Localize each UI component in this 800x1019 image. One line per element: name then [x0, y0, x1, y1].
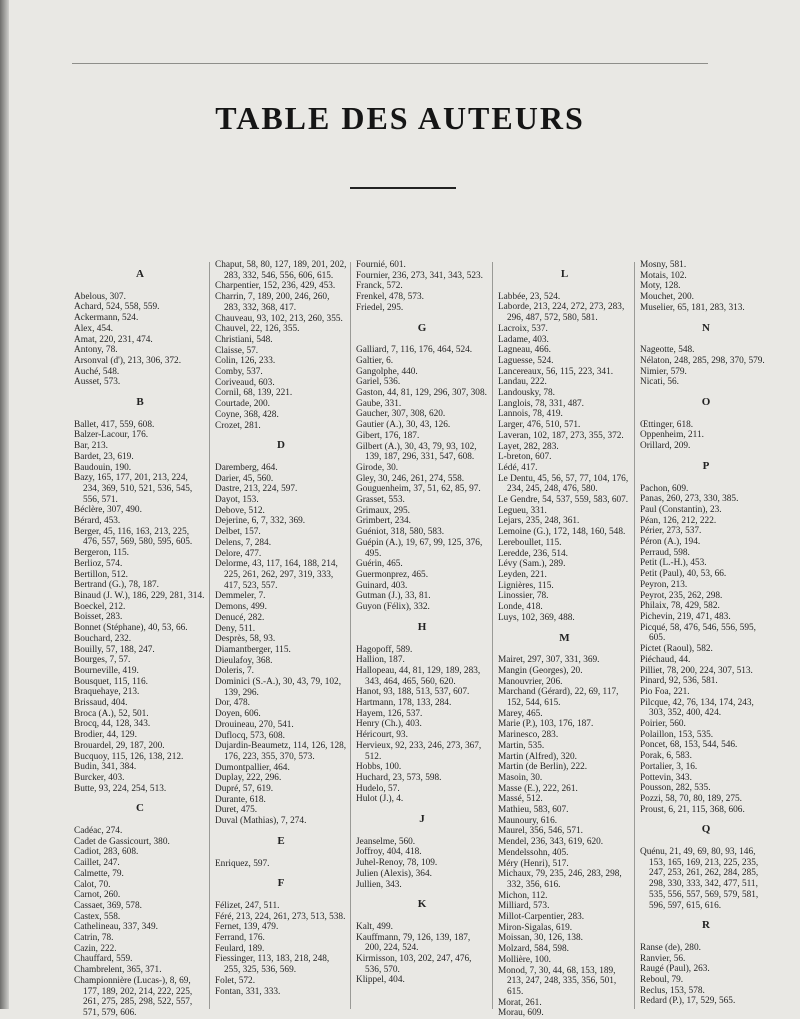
author-entry: Cadéac, 274.	[74, 826, 123, 837]
author-entry: Guyon (Félix), 332.	[356, 602, 430, 613]
author-entry: Denucé, 282.	[215, 612, 265, 623]
author-entry: Pozzi, 58, 70, 80, 189, 275.	[640, 793, 743, 804]
author-entry: Hallopeau, 44, 81, 129, 189, 283, 343, 464, 465, 560, 620.	[356, 665, 481, 687]
author-entry: Pinard, 92, 536, 581.	[640, 676, 718, 687]
author-entry: Caillet, 247.	[74, 858, 120, 869]
author-entry: Deny, 511.	[215, 623, 256, 634]
author-entry: Dumontpallier, 464.	[215, 762, 290, 773]
author-entry: Girode, 30.	[356, 462, 399, 473]
author-entry: Bouilly, 57, 188, 247.	[74, 644, 155, 655]
author-entry: Philaix, 78, 429, 582.	[640, 601, 720, 612]
author-entry: Marinesco, 283.	[498, 730, 559, 741]
author-entry: Bourges, 7, 57.	[74, 655, 131, 666]
author-entry: Massé, 512.	[498, 794, 543, 805]
index-column-2	[215, 260, 347, 1009]
title-rule	[350, 187, 456, 189]
author-entry: Cadet de Gassicourt, 380.	[74, 836, 170, 847]
author-entry: Chauffard, 559.	[74, 954, 133, 965]
index-column-5	[640, 260, 772, 1009]
author-entry: Delbet, 157.	[215, 527, 261, 538]
author-entry: Porak, 6, 583.	[640, 751, 692, 762]
author-entry: Gaucher, 307, 308, 620.	[356, 409, 446, 420]
author-entry: Calmette, 79.	[74, 868, 124, 879]
author-entry: Masse (E.), 222, 261.	[498, 783, 578, 794]
author-entry: Mosny, 581.	[640, 260, 687, 270]
author-entry: Michaux, 79, 235, 246, 283, 298, 332, 356, 616.	[498, 869, 622, 890]
author-entry: Duret, 475.	[215, 805, 258, 816]
header-rule	[72, 63, 708, 64]
author-entry: Ladame, 403.	[498, 334, 549, 345]
section-letter: L	[560, 268, 569, 280]
author-entry: Laborde, 213, 224, 272, 273, 283, 296, 487, 572, 580, 581.	[498, 302, 625, 324]
author-entry: Linossier, 78.	[498, 591, 549, 602]
author-entry: Brouardel, 29, 187, 200.	[74, 740, 165, 751]
author-entry: Perraud, 598.	[640, 547, 690, 558]
author-entry: Kauffmann, 79, 126, 139, 187, 200, 224, 524.	[356, 932, 471, 954]
author-entry: Motais, 102.	[640, 270, 687, 281]
author-entry: Klippel, 404.	[356, 975, 405, 986]
author-entry: Marchand (Gérard), 22, 69, 117, 152, 544, 615.	[498, 687, 619, 709]
author-entry: Ranse (de), 280.	[640, 942, 701, 953]
author-entry: Cathelineau, 337, 349.	[74, 922, 158, 933]
author-entry: Kalt, 499.	[356, 921, 393, 932]
section-letter: F	[277, 877, 285, 890]
author-entry: Raugé (Paul), 263.	[640, 964, 710, 975]
author-entry: Mangin (Georges), 20.	[498, 665, 583, 676]
author-entry: Mendel, 236, 343, 619, 620.	[498, 837, 604, 848]
author-entry: Piéchaud, 44.	[640, 654, 691, 665]
author-entry: Antony, 78.	[74, 345, 118, 356]
index-column-4	[498, 260, 631, 1019]
author-entry: Ranvier, 56.	[640, 953, 686, 964]
index-column-1	[74, 260, 206, 1018]
author-entry: Comby, 537.	[215, 367, 263, 378]
author-entry: Morau, 609.	[498, 1008, 544, 1019]
section-letter: C	[136, 802, 144, 815]
author-entry: Grimbert, 234.	[356, 516, 411, 527]
author-entry: Le Dentu, 45, 56, 57, 77, 104, 176, 234, 245, 248, 476, 580.	[498, 473, 629, 495]
author-entry: Pio Foa, 221.	[640, 686, 690, 697]
author-entry: Huchard, 23, 573, 598.	[356, 772, 442, 783]
author-entry: L-breton, 607.	[498, 452, 552, 463]
author-entry: Maunoury, 616.	[498, 815, 558, 826]
author-entry: Hudelo, 57.	[356, 783, 400, 794]
author-entry: Lejars, 235, 248, 361.	[498, 516, 580, 527]
author-entry: Durante, 618.	[215, 794, 266, 805]
author-entry: Œttinger, 618.	[640, 419, 694, 430]
author-entry: Pousson, 282, 535.	[640, 783, 711, 794]
author-entry: Masoin, 30.	[498, 772, 543, 783]
author-entry: Mollière, 100.	[498, 954, 551, 965]
author-entry: Dayot, 153.	[215, 495, 259, 506]
author-entry: Castex, 558.	[74, 911, 121, 922]
author-entry: Chauvel, 22, 126, 355.	[215, 324, 300, 335]
author-entry: Fournié, 601.	[356, 260, 406, 270]
author-entry: Diamantberger, 115.	[215, 644, 291, 655]
author-entry: Julien (Alexis), 364.	[356, 868, 432, 879]
author-entry: Hartmann, 178, 133, 284.	[356, 698, 452, 709]
author-entry: Hagopoff, 589.	[356, 644, 413, 655]
section-letter: D	[277, 439, 285, 452]
author-entry: Grimaux, 295.	[356, 505, 410, 516]
author-entry: Binaud (J. W.), 186, 229, 281, 314.	[74, 590, 205, 601]
author-entry: Lagneau, 466.	[498, 345, 551, 356]
author-entry: Coyne, 368, 428.	[215, 409, 279, 420]
author-entry: Pichevin, 219, 471, 483.	[640, 611, 731, 622]
author-entry: Poncet, 68, 153, 544, 546.	[640, 740, 738, 751]
author-entry: Guérin, 465.	[356, 559, 403, 570]
author-entry: Gutman (J.), 33, 81.	[356, 591, 431, 602]
author-entry: Galtier, 6.	[356, 355, 394, 366]
author-entry: Brocq, 44, 128, 343.	[74, 719, 151, 730]
author-entry: Delorme, 43, 117, 164, 188, 214, 225, 261, 262, 297, 319, 333, 417, 523, 557.	[215, 559, 338, 591]
author-entry: Juhel-Renoy, 78, 109.	[356, 858, 438, 869]
author-entry: Moty, 128.	[640, 281, 681, 292]
author-entry: Butte, 93, 224, 254, 513.	[74, 783, 167, 794]
author-entry: Périer, 273, 537.	[640, 526, 702, 537]
author-entry: Championnière (Lucas-), 8, 69, 177, 189, 202, 214, 222, 225, 261, 275, 285, 298, 522, 557, 571, 579, 606.	[74, 975, 193, 1018]
author-entry: Dastre, 213, 224, 597.	[215, 484, 298, 495]
author-entry: Lannois, 78, 419.	[498, 409, 563, 420]
author-entry: Orillard, 209.	[640, 441, 691, 452]
author-entry: Folet, 572.	[215, 975, 256, 986]
author-entry: Catrin, 78.	[74, 933, 114, 944]
author-entry: Legueu, 331.	[498, 505, 547, 516]
author-entry: Bazy, 165, 177, 201, 213, 224, 234, 369, 510, 521, 536, 545, 556, 571.	[74, 473, 193, 505]
author-entry: Christiani, 548.	[215, 334, 273, 345]
author-entry: Auché, 548.	[74, 366, 120, 377]
author-entry: Crozet, 281.	[215, 420, 261, 431]
author-entry: Duplay, 222, 296.	[215, 773, 282, 784]
author-entry: Desprès, 58, 93.	[215, 634, 276, 645]
author-entry: Ackermann, 524.	[74, 313, 139, 324]
author-entry: Bar, 213.	[74, 441, 108, 452]
section-letter: G	[417, 321, 427, 334]
author-entry: Frenkel, 478, 573.	[356, 292, 424, 303]
author-entry: Leyden, 221.	[498, 569, 547, 580]
author-entry: Jullien, 343.	[356, 879, 402, 890]
section-letter: Q	[701, 823, 711, 836]
section-letter: R	[702, 919, 710, 932]
author-entry: Hulot (J.), 4.	[356, 794, 404, 805]
section-letter: P	[702, 459, 710, 472]
index-column-3	[356, 260, 488, 1009]
author-entry: Petit (Paul), 40, 53, 66.	[640, 569, 727, 580]
author-entry: Guéniot, 318, 580, 583.	[356, 527, 445, 538]
author-entry: Picqué, 58, 476, 546, 556, 595, 605.	[640, 622, 756, 644]
author-entry: Bousquet, 115, 116.	[74, 676, 148, 687]
author-entry: Félizet, 247, 511.	[215, 900, 280, 911]
author-entry: Gley, 30, 246, 261, 274, 558.	[356, 473, 465, 484]
author-entry: Maurel, 356, 546, 571.	[498, 826, 583, 837]
author-entry: Landousky, 78.	[498, 388, 555, 399]
author-entry: Nimier, 579.	[640, 366, 687, 377]
author-entry: Duval (Mathias), 7, 274.	[215, 816, 307, 827]
author-entry: Paul (Constantin), 23.	[640, 504, 722, 515]
author-entry: Lemoine (G.), 172, 148, 160, 548.	[498, 527, 626, 538]
author-entry: Coriveaud, 603.	[215, 377, 275, 388]
author-entry: Laguesse, 524.	[498, 355, 554, 366]
section-letter: O	[701, 396, 711, 409]
author-entry: Claisse, 57.	[215, 345, 259, 356]
author-entry: Boeckel, 212.	[74, 601, 126, 612]
author-entry: Bérard, 453.	[74, 516, 121, 527]
author-entry: Guinard, 403.	[356, 580, 408, 591]
author-entry: Charpentier, 152, 236, 429, 453.	[215, 281, 336, 292]
author-entry: Bertillon, 512.	[74, 569, 128, 580]
author-entry: Londe, 418.	[498, 602, 543, 613]
author-entry: Pilliet, 78, 200, 224, 307, 513.	[640, 665, 753, 676]
author-entry: Le Gendre, 54, 537, 559, 583, 607.	[498, 495, 629, 506]
author-entry: Demons, 499.	[215, 602, 267, 613]
author-entry: Langlois, 78, 331, 487.	[498, 398, 584, 409]
author-entry: Boisset, 283.	[74, 612, 123, 623]
author-entry: Berger, 45, 116, 163, 213, 225, 476, 557, 569, 580, 595, 605.	[74, 526, 193, 548]
author-entry: Bouchard, 232.	[74, 633, 132, 644]
author-entry: Martin, 535.	[498, 740, 545, 751]
author-entry: Landau, 222.	[498, 377, 547, 388]
author-entry: Millot-Carpentier, 283.	[498, 912, 585, 923]
author-entry: Lacroix, 537.	[498, 323, 548, 334]
author-entry: Braquehaye, 213.	[74, 687, 140, 698]
author-entry: Galliard, 7, 116, 176, 464, 524.	[356, 345, 473, 356]
author-entry: Mathieu, 583, 607.	[498, 805, 569, 816]
author-entry: Cazin, 222.	[74, 943, 117, 954]
author-entry: Bucquoy, 115, 126, 138, 212.	[74, 751, 184, 762]
author-entry: Larger, 476, 510, 571.	[498, 420, 581, 431]
author-entry: Leredde, 236, 514.	[498, 548, 568, 559]
author-entry: Peyrot, 235, 262, 298.	[640, 590, 723, 601]
author-entry: Péron (A.), 194.	[640, 537, 701, 548]
author-entry: Béclère, 307, 490.	[74, 505, 142, 516]
author-entry: Lédé, 417.	[498, 462, 538, 473]
author-entry: Monod, 7, 30, 44, 68, 153, 189, 213, 247, 248, 335, 356, 501, 615.	[498, 965, 617, 997]
author-entry: Kirmisson, 103, 202, 247, 476, 536, 570.	[356, 954, 472, 975]
author-entry: Reclus, 153, 578.	[640, 985, 705, 996]
author-entry: Bourneville, 419.	[74, 665, 139, 676]
author-entry: Proust, 6, 21, 115, 368, 606.	[640, 804, 745, 815]
author-entry: Courtade, 200.	[215, 399, 270, 410]
author-entry: Gangolphe, 440.	[356, 366, 418, 377]
author-entry: Feulard, 189.	[215, 943, 265, 954]
author-entry: Panas, 260, 273, 330, 385.	[640, 494, 739, 505]
author-entry: Peyron, 213.	[640, 579, 688, 590]
author-entry: Fernet, 139, 479.	[215, 922, 279, 933]
author-entry: Polaillon, 153, 535.	[640, 729, 714, 740]
author-entry: Poirier, 560.	[640, 719, 686, 730]
author-entry: Amat, 220, 231, 474.	[74, 334, 153, 345]
author-entry: Budin, 341, 384.	[74, 762, 137, 773]
author-entry: Michon, 112.	[498, 890, 548, 901]
author-entry: Gouguenheim, 37, 51, 62, 85, 97.	[356, 484, 481, 495]
author-entry: Grasset, 553.	[356, 495, 405, 506]
section-letter: K	[417, 898, 427, 911]
author-entry: Luys, 102, 369, 488.	[498, 612, 575, 623]
author-entry: Moissan, 30, 126, 138.	[498, 933, 583, 944]
author-entry: Brodier, 44, 129.	[74, 730, 137, 741]
author-entry: Mendelssohn, 405.	[498, 847, 569, 858]
author-entry: Hayem, 126, 537.	[356, 708, 423, 719]
author-entry: Charrin, 7, 189, 200, 246, 260, 283, 332, 368, 417.	[215, 292, 330, 313]
author-entry: Delore, 477.	[215, 548, 262, 559]
section-letter: E	[277, 834, 285, 847]
author-entry: Molzard, 584, 598.	[498, 944, 570, 955]
author-entry: Bardet, 23, 619.	[74, 451, 134, 462]
author-entry: Bonnet (Stéphane), 40, 53, 66.	[74, 623, 188, 634]
author-entry: Duflocq, 573, 608.	[215, 730, 285, 741]
author-entry: Baudouin, 190.	[74, 462, 132, 473]
author-entry: Nageotte, 548.	[640, 345, 695, 356]
author-entry: Méry (Henri), 517.	[498, 858, 569, 869]
author-entry: Bergeron, 115.	[74, 548, 129, 559]
author-entry: Hanot, 93, 188, 513, 537, 607.	[356, 687, 470, 698]
author-entry: Chauveau, 93, 102, 213, 260, 355.	[215, 313, 343, 324]
author-entry: Drouineau, 270, 541.	[215, 719, 294, 730]
author-entry: Gaube, 331.	[356, 398, 402, 409]
author-entry: Gaston, 44, 81, 129, 296, 307, 308.	[356, 388, 487, 399]
author-entry: Pottevin, 343.	[640, 772, 692, 783]
author-entry: Pachon, 609.	[640, 483, 689, 494]
author-entry: Henry (Ch.), 403.	[356, 719, 422, 730]
author-entry: Pictet (Raoul), 582.	[640, 644, 713, 655]
author-entry: Gautier (A.), 30, 43, 126.	[356, 420, 451, 431]
author-entry: Alex, 454.	[74, 323, 113, 334]
author-entry: Dejerine, 6, 7, 332, 369.	[215, 516, 306, 527]
author-entry: Dujardin-Beaumetz, 114, 126, 128, 176, 223, 355, 370, 573.	[215, 741, 347, 762]
page-title: TABLE DES AUTEURS	[215, 100, 585, 136]
author-entry: Dor, 478.	[215, 698, 251, 709]
author-entry: Abelous, 307.	[74, 291, 126, 302]
author-entry: Gilbert (A.), 30, 43, 79, 93, 102, 139, 187, 296, 331, 547, 608.	[356, 441, 477, 463]
author-entry: Doyen, 606.	[215, 709, 261, 720]
author-entry: Labbée, 23, 524.	[498, 291, 561, 302]
author-entry: Laveran, 102, 187, 273, 355, 372.	[498, 430, 624, 441]
author-entry: Berlioz, 574.	[74, 558, 123, 569]
author-entry: Daremberg, 464.	[215, 462, 278, 473]
author-entry: Lancereaux, 56, 115, 223, 341.	[498, 366, 614, 377]
author-entry: Milliard, 573.	[498, 901, 550, 912]
author-entry: Lignières, 115.	[498, 580, 554, 591]
section-letter: M	[559, 631, 570, 644]
author-entry: Martin (Alfred), 320.	[498, 751, 578, 762]
author-entry: Delens, 7, 284.	[215, 537, 272, 548]
author-entry: Nicati, 56.	[640, 377, 679, 388]
author-entry: Miron-Sigalas, 619.	[498, 922, 573, 933]
author-entry: Joffroy, 404, 418.	[356, 847, 422, 858]
author-entry: Enriquez, 597.	[215, 858, 270, 869]
author-entry: Reboul, 79.	[640, 975, 684, 986]
author-entry: Cornil, 68, 139, 221.	[215, 388, 293, 399]
author-entry: Féré, 213, 224, 261, 273, 513, 538.	[215, 911, 346, 922]
author-entry: Lévy (Sam.), 289.	[498, 559, 566, 570]
author-entry: Gariel, 536.	[356, 377, 401, 388]
section-letter: B	[136, 396, 144, 409]
author-entry: Brissaud, 404.	[74, 698, 128, 709]
author-entry: Demmeler, 7.	[215, 591, 266, 602]
author-entry: Marie (P.), 103, 176, 187.	[498, 719, 594, 730]
author-entry: Dieulafoy, 368.	[215, 655, 273, 666]
author-entry: Chambrelent, 365, 371.	[74, 965, 162, 976]
author-entry: Fontan, 331, 333.	[215, 986, 281, 997]
author-entry: Petit (L.-H.), 453.	[640, 558, 707, 569]
section-letter: J	[419, 813, 425, 826]
author-entry: Balzer-Lacour, 176.	[74, 430, 149, 441]
author-entry: Martin (de Berlin), 222.	[498, 762, 588, 773]
section-letter: N	[702, 321, 710, 334]
author-entry: Morat, 261.	[498, 997, 542, 1008]
author-entry: Doleris, 7.	[215, 666, 254, 677]
author-entry: Muselier, 65, 181, 283, 313.	[640, 302, 745, 313]
author-entry: Ausset, 573.	[74, 377, 121, 388]
author-entry: Debove, 512.	[215, 505, 265, 516]
author-entry: Chaput, 58, 80, 127, 189, 201, 202, 283, 332, 546, 556, 606, 615.	[215, 260, 347, 281]
author-entry: Cadiot, 283, 608.	[74, 847, 139, 858]
author-entry: Fiessinger, 113, 183, 218, 248, 255, 325, 536, 569.	[215, 954, 330, 976]
author-entry: Héricourt, 93.	[356, 730, 408, 741]
author-entry: Gibert, 176, 187.	[356, 430, 420, 441]
author-entry: Pilcque, 42, 76, 134, 174, 243, 303, 352, 400, 424.	[640, 697, 754, 719]
author-entry: Friedel, 295.	[356, 302, 404, 313]
author-entry: Franck, 572.	[356, 281, 403, 292]
author-entry: Manouvrier, 206.	[498, 676, 563, 687]
author-entry: Achard, 524, 558, 559.	[74, 302, 160, 313]
author-entry: Broca (A.), 52, 501.	[74, 708, 149, 719]
author-entry: Hobbs, 100.	[356, 762, 402, 773]
author-entry: Hallion, 187.	[356, 655, 405, 666]
section-letter: A	[136, 268, 144, 280]
author-entry: Mairet, 297, 307, 331, 369.	[498, 655, 600, 666]
author-entry: Fournier, 236, 273, 341, 343, 523.	[356, 270, 483, 281]
author-entry: Cassaet, 369, 578.	[74, 900, 142, 911]
author-index	[0, 260, 800, 1019]
author-entry: Oppenheim, 211.	[640, 430, 704, 441]
author-entry: Dominici (S.-A.), 30, 43, 79, 102, 139, 296.	[215, 677, 342, 698]
author-entry: Darier, 45, 560.	[215, 473, 274, 484]
author-entry: Lereboullet, 115.	[498, 537, 562, 548]
author-entry: Dupré, 57, 619.	[215, 784, 274, 795]
author-entry: Burcker, 403.	[74, 772, 125, 783]
author-entry: Marey, 465.	[498, 708, 543, 719]
author-entry: Quénu, 21, 49, 69, 80, 93, 146, 153, 165, 169, 213, 225, 235, 247, 253, 261, 262, 284, 285, 298, 330, 333, 342, 477, 511, 535, 556, 557, 569, 579, 581, 596, 597, 615, 616.	[640, 847, 759, 911]
author-entry: Jeanselme, 560.	[356, 836, 416, 847]
section-letter: H	[417, 620, 427, 633]
author-entry: Péan, 126, 212, 222.	[640, 515, 717, 526]
author-entry: Bertrand (G.), 78, 187.	[74, 580, 159, 591]
author-entry: Layet, 282, 283.	[498, 441, 559, 452]
author-entry: Hervieux, 92, 233, 246, 273, 367, 512.	[356, 740, 482, 762]
author-entry: Mouchet, 200.	[640, 292, 694, 303]
author-entry: Ballet, 417, 559, 608.	[74, 419, 155, 430]
author-entry: Portalier, 3, 16.	[640, 761, 698, 772]
author-entry: Calot, 70.	[74, 879, 111, 890]
author-entry: Redard (P.), 17, 529, 565.	[640, 996, 736, 1007]
author-entry: Nélaton, 248, 285, 298, 370, 579.	[640, 355, 765, 366]
author-entry: Guermonprez, 465.	[356, 569, 429, 580]
author-entry: Carnot, 260.	[74, 890, 121, 901]
author-entry: Colin, 126, 233.	[215, 356, 276, 367]
author-entry: Arsonval (d'), 213, 306, 372.	[74, 355, 182, 366]
author-entry: Guépin (A.), 19, 67, 99, 125, 376, 495.	[356, 537, 483, 559]
author-entry: Ferrand, 176.	[215, 933, 265, 944]
